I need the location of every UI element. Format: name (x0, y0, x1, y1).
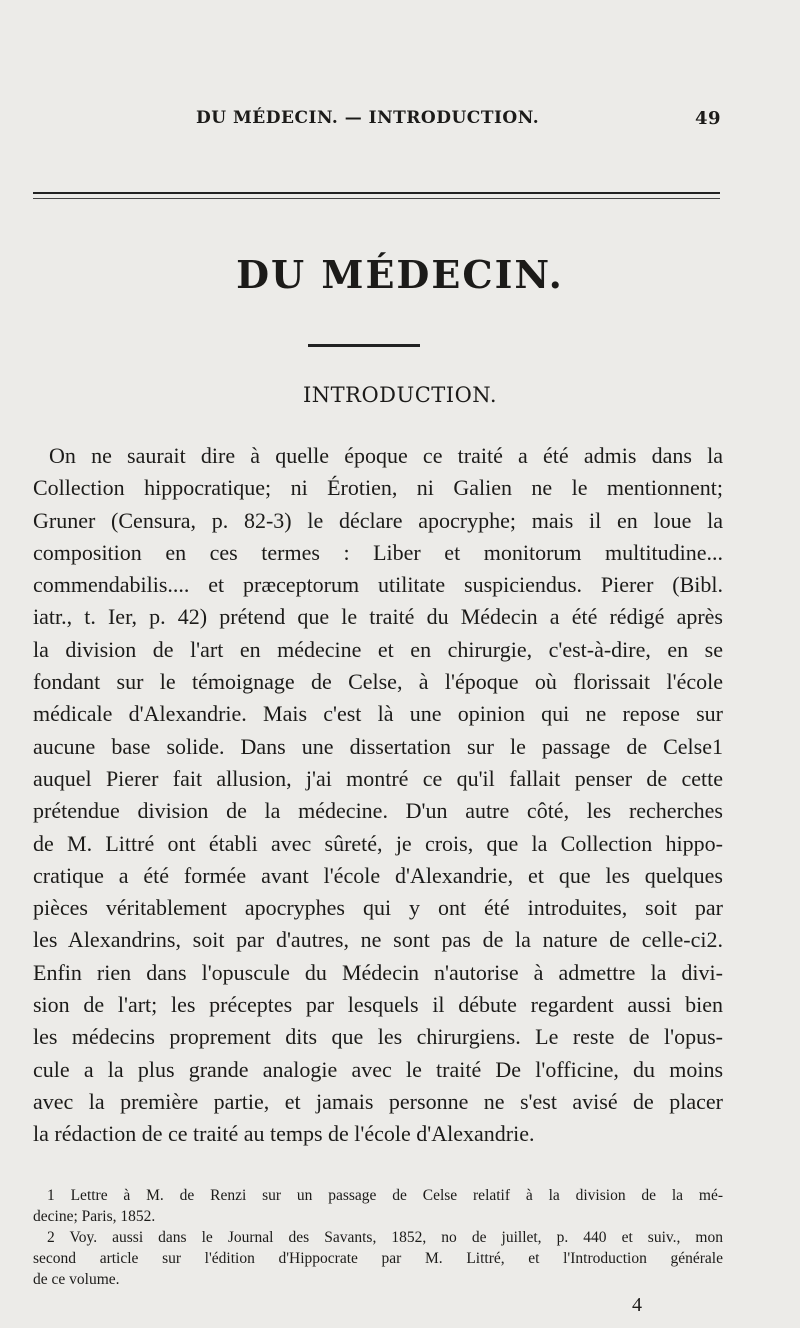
body-line: Gruner (Censura, p. 82-3) le déclare apocryphe; mais il en loue la (33, 507, 723, 533)
body-line: la rédaction de ce traité au temps de l'école d'Alexandrie. (33, 1121, 535, 1147)
body-line: sion de l'art; les préceptes par lesquels il débute regardent aussi bien (33, 992, 723, 1018)
section-title: INTRODUCTION. (302, 383, 498, 407)
body-line: médicale d'Alexandrie. Mais c'est là une opinion qui ne repose sur (33, 701, 723, 727)
body-line: Enfin rien dans l'opuscule du Médecin n'autorise à admettre la divi- (33, 959, 723, 985)
body-line: cratique a été formée avant l'école d'Alexandrie, et que les quelques (33, 862, 723, 888)
footnote-line: 1 Lettre à M. de Renzi sur un passage de Celse relatif à la division de la mé- (47, 1187, 723, 1204)
body-line: les médecins proprement dits que les chirurgiens. Le reste de l'opus- (33, 1024, 723, 1050)
body-line: de M. Littré ont établi avec sûreté, je crois, que la Collection hippo- (33, 830, 723, 856)
body-line: aucune base solide. Dans une dissertation sur le passage de Celse1 (33, 733, 723, 759)
body-line: auquel Pierer fait allusion, j'ai montré ce qu'il fallait penser de cette (33, 765, 723, 791)
header-double-rule (33, 192, 720, 194)
body-line: fondant sur le témoignage de Celse, à l'époque où florissait l'école (33, 669, 723, 695)
running-head-title: DU MÉDECIN. — INTRODUCTION. (196, 108, 540, 128)
running-head (0, 108, 800, 134)
body-line: la division de l'art en médecine et en chirurgie, c'est-à-dire, en se (33, 636, 723, 662)
body-line: composition en ces termes : Liber et monitorum multitudine... (33, 539, 723, 565)
chapter-title: DU MÉDECIN. (236, 252, 564, 297)
body-line: avec la première partie, et jamais personne ne s'est avisé de placer (33, 1088, 723, 1114)
footnote-line: second article sur l'édition d'Hippocrate par M. Littré, et l'Introduction générale (33, 1250, 723, 1267)
body-line: cule a la plus grande analogie avec le traité De l'officine, du moins (33, 1056, 723, 1082)
body-line: On ne saurait dire à quelle époque ce traité a été admis dans la (49, 443, 723, 468)
body-line: les Alexandrins, soit par d'autres, ne sont pas de la nature de celle-ci2. (33, 927, 723, 953)
body-line: Collection hippocratique; ni Érotien, ni Galien ne le mentionnent; (33, 475, 723, 501)
body-line: prétendue division de la médecine. D'un autre côté, les recherches (33, 798, 723, 824)
signature-mark: 4 (632, 1294, 642, 1316)
footnotes (33, 1185, 723, 1290)
body-text (33, 440, 723, 1151)
footnote-line: decine; Paris, 1852. (33, 1208, 156, 1225)
body-line: iatr., t. Ier, p. 42) prétend que le traité du Médecin a été rédigé après (33, 604, 723, 630)
body-line: pièces véritablement apocryphes qui y ont été introduites, soit par (33, 895, 723, 921)
title-divider (308, 344, 420, 347)
page-number: 49 (695, 108, 722, 129)
body-line: commendabilis.... et præceptorum utilitate suspiciendus. Pierer (Bibl. (33, 572, 723, 598)
footnote-line: de ce volume. (33, 1271, 120, 1288)
footnote-line: 2 Voy. aussi dans le Journal des Savants, 1852, no de juillet, p. 440 et suiv., mon (47, 1229, 723, 1246)
